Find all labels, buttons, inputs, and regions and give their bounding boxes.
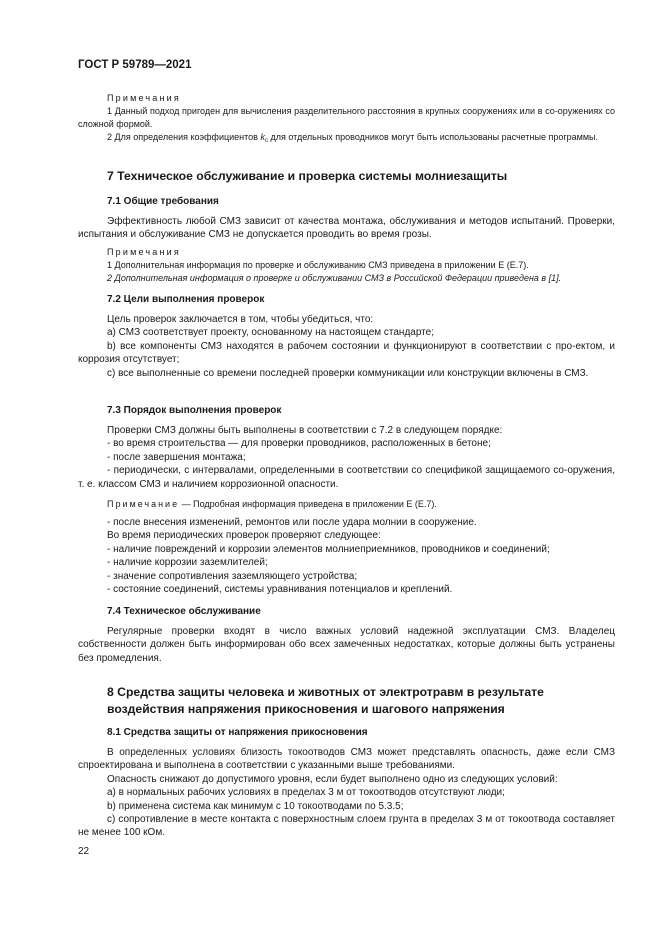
note-item: 1 Дополнительная информация по проверке и обслуживанию СМЗ приведена в приложении Е (Е.7). [107, 260, 529, 270]
list-item: - состояние соединений, системы уравнивания потенциалов и креплений. [107, 584, 453, 596]
paragraph: Во время периодических проверок проверяют следующее: [107, 530, 381, 542]
section-heading: 8 Средства защиты человека и животных от электротравм в результате воздействия напряжения прикосновения и шагового напряжения [107, 685, 544, 716]
list-item: - после внесения изменений, ремонтов или после удара молнии в сооружение. [107, 517, 477, 528]
list-item: - во время строительства — для проверки проводников, расположенных в бетоне; [107, 438, 491, 450]
list-item: b) применена система как минимум с 10 токоотводами по 5.3.5; [107, 800, 404, 812]
notes-title: Примечания [107, 247, 181, 257]
section-7-1-body [78, 215, 615, 242]
note-item: 2 Дополнительная информация о проверке и обслуживании СМЗ в Российской Федерации приведена в [1]. [107, 273, 562, 283]
section-8-1 [78, 726, 615, 739]
subsection-heading: 7.4 Техническое обслуживание [107, 606, 261, 617]
notes-top [78, 92, 615, 148]
section-7-2-body [78, 313, 615, 380]
section-7-heading-block [78, 168, 615, 185]
list-item: c) все выполненные со времени последней проверки коммуникации или конструкции включены в СМЗ. [107, 367, 589, 379]
list-item: - наличие коррозии заземлителей; [107, 557, 268, 569]
notes-title: Примечания [107, 93, 181, 103]
page-number: 22 [78, 846, 90, 857]
section-7-3-note [78, 498, 615, 511]
section-8-1-body [78, 746, 615, 840]
section-heading: 7 Техническое обслуживание и проверка системы молниезащиты [107, 169, 508, 183]
subsection-heading: 7.3 Порядок выполнения проверок [107, 405, 282, 416]
section-8-heading-block [78, 684, 615, 717]
section-7-4-body [78, 625, 615, 665]
section-7-4 [78, 605, 615, 618]
note-text: — Подробная информация приведена в приложении Е (Е.7). [179, 499, 437, 509]
paragraph: Опасность снижают до допустимого уровня, если будет выполнено одно из следующих условий: [107, 773, 558, 785]
note-item: 1 Данный подход пригоден для вычисления разделительного расстояния в крупных сооружениях или в со-оружениях со сложной формой. [78, 106, 615, 129]
paragraph: Регулярные проверки входят в число важных условий надежной эксплуатации СМЗ. Владелец собственности должен быть информирован обо всех замеченных недостатках, которые должны быть устранены без промедления. [78, 626, 615, 664]
list-item: b) все компоненты СМЗ находятся в рабочем состоянии и функционируют в соответствии с про-ектом, и коррозия отсутствует; [78, 340, 615, 366]
section-7-3-body-a [78, 424, 615, 491]
document-page [78, 0, 615, 935]
note-item: 2 Для определения коэффициентов $k_c$ для отдельных проводников могут быть использованы расчетные программы. [107, 132, 598, 144]
section-7-3 [78, 404, 615, 417]
list-item: - после завершения монтажа; [107, 451, 246, 463]
paragraph: Эффективность любой СМЗ зависит от качества монтажа, обслуживания и методов испытаний. Проверки, испытания и обслуживание СМЗ не допускается проводить во время грозы. [78, 216, 615, 241]
paragraph: Цель проверок заключается в том, чтобы убедиться, что: [107, 314, 374, 325]
subsection-heading: 7.1 Общие требования [107, 196, 219, 207]
list-item: - значение сопротивления заземляющего устройства; [107, 570, 358, 582]
list-item: - периодически, с интервалами, определенными в соответствии со спецификой защищаемого со-оружения, т. е. классом СМЗ и наличием коррозионной опасности. [78, 465, 615, 490]
subsection-heading: 7.2 Цели выполнения проверок [107, 294, 265, 305]
list-item: - наличие повреждений и коррозии элементов молниеприемников, проводников и соединений; [107, 543, 550, 555]
section-7-1 [78, 195, 615, 208]
paragraph: Проверки СМЗ должны быть выполнены в соответствии с 7.2 в следующем порядке: [107, 425, 503, 436]
document-code-header: ГОСТ Р 59789—2021 [78, 59, 192, 71]
paragraph: В определенных условиях близость токоотводов СМЗ может представлять опасность, даже если СМЗ спроектирована и выполнена в соответствии с указанными выше требованиями. [78, 747, 615, 772]
list-item: a) в нормальных рабочих условиях в пределах 3 м от токоотводов отсутствуют люди; [107, 787, 505, 799]
section-7-1-notes [78, 246, 615, 285]
note-title: Примечание [107, 499, 180, 509]
list-item: a) СМЗ соответствует проекту, основанному на настоящем стандарте; [107, 327, 435, 339]
subsection-heading: 8.1 Средства защиты от напряжения прикосновения [107, 727, 368, 738]
list-item: c) сопротивление в месте контакта с поверхностным слоем грунта в пределах 3 м от токоотвода составляет не менее 100 кОм. [78, 814, 615, 839]
section-7-2 [78, 293, 615, 306]
inline-note [78, 498, 615, 511]
section-7-3-body-b [78, 516, 615, 596]
